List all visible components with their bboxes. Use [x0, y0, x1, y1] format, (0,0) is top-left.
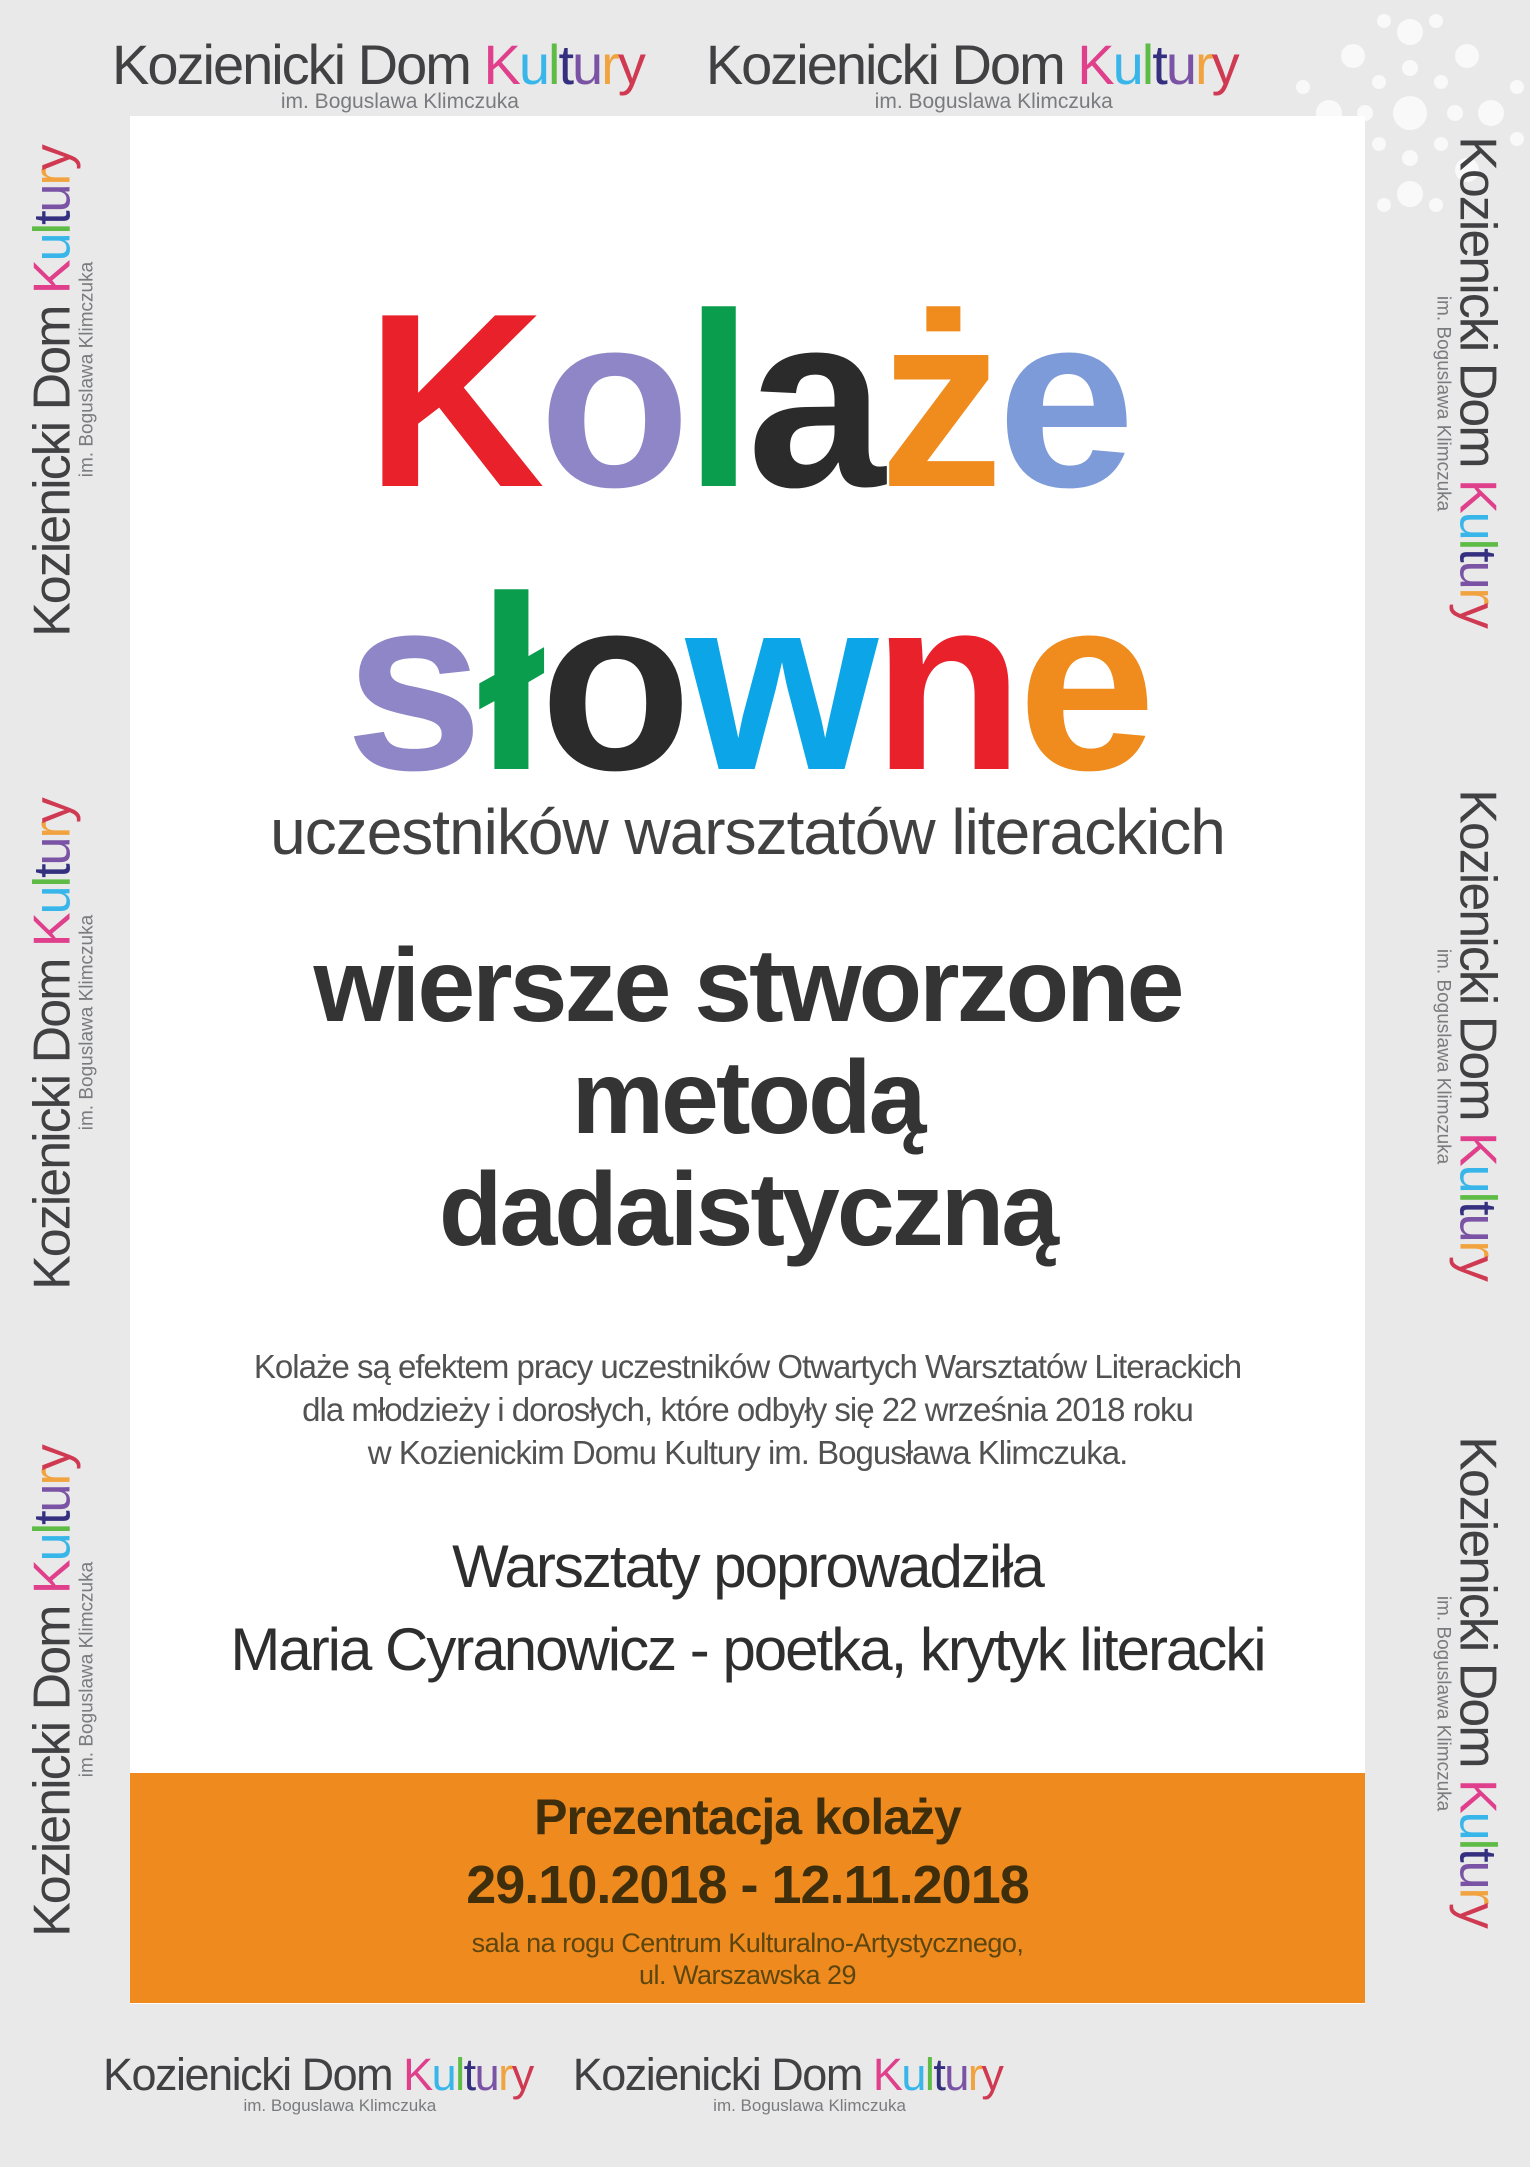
- kdk-logo-kultury-letter: K: [1448, 1778, 1507, 1812]
- kdk-logo-kultury-letter: u: [474, 2049, 499, 2100]
- kdk-logo-kultury-letter: t: [1448, 1848, 1507, 1861]
- kdk-logo-kultury-letter: u: [1448, 511, 1507, 539]
- title-letter: e: [1017, 544, 1150, 822]
- left-border-logo: [25, 1382, 98, 2002]
- right-border-logo: [1431, 1372, 1507, 1992]
- title-letter: o: [540, 544, 686, 822]
- kdk-logo: [572, 2049, 1003, 2116]
- kdk-logo: [1431, 725, 1507, 1345]
- kdk-logo-prefix: Kozienicki Dom: [23, 1594, 82, 1937]
- kdk-logo-kultury-letter: r: [1194, 33, 1212, 96]
- kdk-logo-kultury-letter: y: [1448, 1902, 1507, 1927]
- kdk-logo-kultury-letter: r: [23, 823, 82, 839]
- kdk-logo-prefix: Kozienicki Dom: [1448, 1436, 1507, 1779]
- right-border-logo: [1431, 725, 1507, 1345]
- title-letter: s: [345, 544, 478, 822]
- kdk-logo-kultury-letter: K: [1448, 478, 1507, 512]
- poster-paragraph-line: w Kozienickim Domu Kultury im. Bogusława Klimczuka.: [367, 1434, 1128, 1471]
- top-logo-row: [112, 33, 1238, 114]
- kdk-logo-kultury-letter: u: [23, 1485, 82, 1513]
- kdk-logo-kultury-letter: l: [1141, 33, 1153, 96]
- title-letter: l: [684, 261, 748, 539]
- kdk-logo-kultury-letter: y: [511, 2049, 533, 2100]
- kdk-logo-kultury-letter: r: [1448, 1887, 1507, 1903]
- banner-venue-line2: ul. Warszawska 29: [638, 1960, 857, 1990]
- kdk-logo-kultury-letter: t: [23, 212, 82, 225]
- kdk-logo-kultury-letter: r: [601, 33, 618, 96]
- kdk-logo-kultury-letter: l: [455, 2049, 464, 2100]
- kdk-logo-text: [23, 735, 82, 1355]
- kdk-logo-kultury-letter: t: [1448, 1201, 1507, 1214]
- kdk-logo-kultury-letter: y: [23, 799, 82, 824]
- title-letter: w: [685, 544, 873, 822]
- kdk-logo-kultury-letter: u: [1112, 33, 1142, 96]
- kdk-logo-text: [112, 33, 644, 96]
- poster-heading-line: metodą: [571, 1040, 924, 1156]
- title-letter: ż: [879, 261, 998, 539]
- kdk-logo-kultury-letter: y: [617, 33, 644, 96]
- kdk-logo-kultury-letter: u: [1448, 560, 1507, 588]
- kdk-logo-kultury-letter: t: [23, 1512, 82, 1525]
- facilitator-text-line: Maria Cyranowicz - poetka, krytyk literacki: [230, 1616, 1265, 1683]
- kdk-logo-kultury-letter: t: [933, 2049, 945, 2100]
- kdk-logo-kultury-letter: u: [1448, 1860, 1507, 1888]
- kdk-logo-prefix: Kozienicki Dom: [23, 294, 82, 637]
- kdk-logo-kultury-letter: y: [1448, 1255, 1507, 1280]
- poster-paragraph-line: Kolaże są efektem pracy uczestników Otwartych Warsztatów Literackich: [253, 1348, 1242, 1385]
- kdk-logo-text: [1448, 1372, 1507, 1992]
- left-border-logo: [25, 735, 98, 1355]
- kdk-logo-subtitle: im. Boguslawa Klimczuka: [280, 90, 519, 114]
- kdk-logo-kultury-letter: u: [1448, 1164, 1507, 1192]
- kdk-logo-text: [23, 82, 82, 702]
- title-letter: n: [872, 544, 1018, 822]
- banner-title: Prezentacja kolaży: [534, 1789, 961, 1845]
- kdk-logo-prefix: Kozienicki Dom: [705, 33, 1078, 96]
- kdk-logo-kultury-letter: r: [967, 2049, 982, 2100]
- kdk-logo-kultury-letter: K: [872, 2049, 902, 2100]
- kdk-logo-kultury-letter: t: [463, 2049, 475, 2100]
- kdk-logo-kultury-letter: r: [498, 2049, 512, 2100]
- kdk-logo-text: [572, 2049, 1003, 2100]
- bottom-logo-row: [103, 2049, 1003, 2116]
- kdk-logo-prefix: Kozienicki Dom: [1448, 136, 1507, 479]
- banner-dates: 29.10.2018 - 12.11.2018: [466, 1855, 1029, 1915]
- kdk-logo-prefix: Kozienicki Dom: [112, 33, 484, 96]
- kdk-logo: [25, 82, 98, 702]
- kdk-logo-kultury-letter: y: [23, 146, 82, 171]
- kdk-logo-kultury-letter: l: [547, 33, 559, 96]
- kdk-logo-kultury-letter: r: [23, 170, 82, 186]
- kdk-logo-kultury-letter: l: [1448, 538, 1507, 549]
- kdk-logo-subtitle: im. Boguslawa Klimczuka: [1432, 948, 1454, 1165]
- poster-paragraph: [130, 1345, 1365, 1474]
- kdk-logo-kultury-letter: u: [23, 234, 82, 262]
- kdk-logo: [1431, 72, 1507, 692]
- kdk-logo-kultury-letter: K: [1448, 1131, 1507, 1165]
- poster-title-line2: [130, 543, 1365, 823]
- kdk-logo-kultury-letter: K: [23, 261, 82, 295]
- kdk-logo-prefix: Kozienicki Dom: [103, 2049, 404, 2100]
- kdk-logo: [25, 1382, 98, 2002]
- kdk-logo-kultury-letter: r: [23, 1470, 82, 1486]
- kdk-logo-subtitle: im. Boguslawa Klimczuka: [76, 1561, 98, 1778]
- title-letter: o: [538, 261, 685, 539]
- kdk-logo-kultury-letter: t: [558, 33, 572, 96]
- kdk-logo: [103, 2049, 533, 2116]
- kdk-logo-kultury-letter: u: [1448, 1213, 1507, 1241]
- poster-heading-line: dadaistyczną: [438, 1152, 1057, 1268]
- poster: [130, 116, 1365, 2004]
- kdk-logo-kultury-letter: u: [944, 2049, 968, 2100]
- kdk-logo-kultury-letter: u: [572, 33, 602, 96]
- kdk-logo-kultury-letter: u: [23, 1534, 82, 1562]
- kdk-logo-subtitle: im. Boguslawa Klimczuka: [76, 914, 98, 1131]
- kdk-logo-subtitle: im. Boguslawa Klimczuka: [1432, 1595, 1454, 1812]
- kdk-logo-kultury-letter: u: [1165, 33, 1195, 96]
- right-border-logo: [1431, 72, 1507, 692]
- kdk-logo-prefix: Kozienicki Dom: [572, 2049, 873, 2100]
- facilitator-text-line: Warsztaty poprowadziła: [452, 1533, 1043, 1600]
- title-letter: e: [997, 261, 1130, 539]
- kdk-logo-kultury-letter: u: [518, 33, 548, 96]
- kdk-logo-subtitle: im. Boguslawa Klimczuka: [874, 90, 1113, 114]
- poster-heading-line: wiersze stworzone: [313, 928, 1182, 1044]
- kdk-logo-kultury-letter: r: [1448, 1240, 1507, 1256]
- kdk-logo-kultury-letter: l: [23, 224, 82, 235]
- poster-subtitle: uczestników warsztatów literackich: [270, 796, 1225, 868]
- kdk-logo-text: [705, 33, 1238, 96]
- kdk-logo-subtitle: im. Boguslawa Klimczuka: [76, 261, 98, 478]
- kdk-logo-kultury-letter: u: [431, 2049, 456, 2100]
- kdk-logo-kultury-letter: K: [1077, 33, 1113, 96]
- kdk-logo-prefix: Kozienicki Dom: [23, 947, 82, 1290]
- kdk-logo-subtitle: im. Boguslawa Klimczuka: [243, 2095, 437, 2115]
- kdk-logo-kultury-letter: l: [1448, 1191, 1507, 1202]
- kdk-logo-kultury-letter: y: [981, 2049, 1003, 2100]
- kdk-logo-kultury-letter: K: [483, 33, 519, 96]
- poster-paragraph-line: dla młodzieży i dorosłych, które odbyły się 22 września 2018 roku: [302, 1391, 1193, 1428]
- kdk-logo-prefix: Kozienicki Dom: [1448, 789, 1507, 1132]
- kdk-logo-kultury-letter: u: [23, 185, 82, 213]
- kdk-logo-kultury-letter: u: [23, 887, 82, 915]
- facilitator-text: [130, 1525, 1365, 1691]
- title-letter: K: [365, 261, 539, 539]
- kdk-logo-text: [103, 2049, 533, 2100]
- kdk-logo-kultury-letter: y: [23, 1446, 82, 1471]
- kdk-logo-kultury-letter: t: [1152, 33, 1166, 96]
- kdk-logo-kultury-letter: y: [1211, 33, 1238, 96]
- kdk-logo-text: [1448, 725, 1507, 1345]
- kdk-logo-kultury-letter: u: [901, 2049, 925, 2100]
- kdk-logo-kultury-letter: l: [23, 1524, 82, 1535]
- event-banner: [130, 1773, 1365, 2003]
- banner-venue-line1: sala na rogu Centrum Kulturalno-Artystycznego,: [471, 1928, 1024, 1958]
- kdk-logo-subtitle: im. Boguslawa Klimczuka: [1432, 295, 1454, 512]
- kdk-logo-text: [1448, 72, 1507, 692]
- kdk-logo-text: [23, 1382, 82, 2002]
- poster-heading: [130, 930, 1365, 1266]
- kdk-logo-kultury-letter: r: [1448, 587, 1507, 603]
- kdk-logo-kultury-letter: l: [1448, 1838, 1507, 1849]
- kdk-logo-kultury-letter: t: [1448, 548, 1507, 561]
- kdk-logo: [25, 735, 98, 1355]
- title-letter: a: [747, 261, 880, 539]
- kdk-logo: [112, 33, 644, 114]
- kdk-logo-kultury-letter: u: [23, 838, 82, 866]
- kdk-logo-kultury-letter: l: [23, 877, 82, 888]
- kdk-logo: [705, 33, 1238, 114]
- left-border-logo: [25, 82, 98, 702]
- kdk-logo-kultury-letter: t: [23, 865, 82, 878]
- title-letter: ł: [477, 544, 540, 822]
- kdk-logo-subtitle: im. Boguslawa Klimczuka: [713, 2095, 906, 2115]
- kdk-logo-kultury-letter: u: [1448, 1811, 1507, 1839]
- kdk-logo-kultury-letter: l: [924, 2049, 934, 2100]
- poster-title-line1: [130, 260, 1365, 540]
- kdk-logo-kultury-letter: K: [23, 1561, 82, 1595]
- kdk-logo-kultury-letter: K: [23, 914, 82, 948]
- kdk-logo-kultury-letter: K: [403, 2049, 432, 2100]
- kdk-logo-kultury-letter: y: [1448, 602, 1507, 627]
- kdk-logo: [1431, 1372, 1507, 1992]
